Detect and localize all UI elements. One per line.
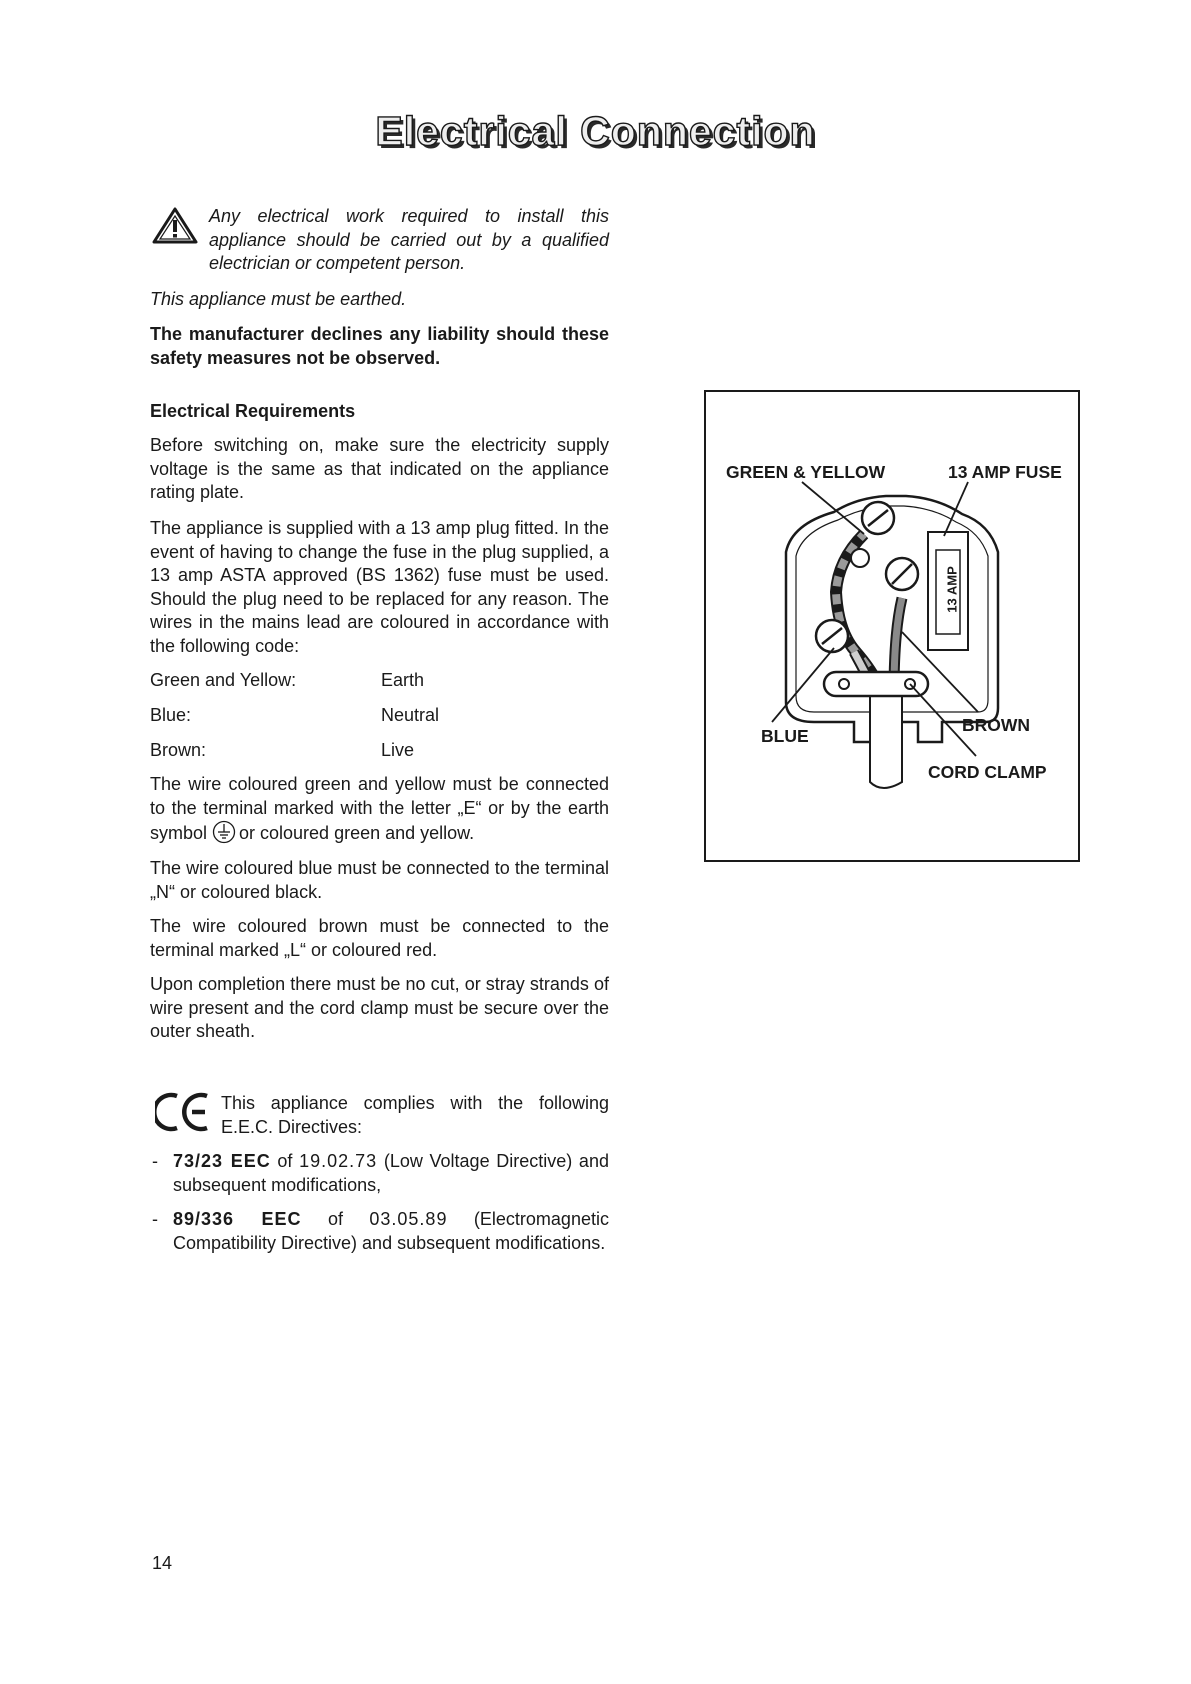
plug-wiring-diagram [704,390,1080,862]
list-dash: - [152,1209,158,1229]
wire-meaning: Earth [381,670,425,690]
label-brown: BROWN [962,715,1031,735]
directive-date: 03.05.89 [369,1209,448,1229]
requirements-para-1: Before switching on, make sure the electricity supply voltage is the same as that indicated on the appliance rating plate. [150,435,609,502]
earthed-note: This appliance must be earthed. [150,289,407,309]
directive-item [150,1208,609,1255]
label-cord-clamp: CORD CLAMP [928,762,1047,782]
wire-meaning: Live [381,740,415,760]
directive-code: 73/23 EEC [173,1151,271,1171]
warning-triangle-icon [152,207,198,245]
color-code-row [150,705,440,726]
requirements-para-5: The wire coloured brown must be connected to the terminal marked „L“ or coloured red. [150,916,609,960]
list-dash: - [152,1151,158,1171]
ce-mark-icon [155,1091,215,1133]
wire-color: Green and Yellow: [150,670,297,690]
requirements-para-2: The appliance is supplied with a 13 amp plug fitted. In the event of having to change the fuse in the plug supplied, a 13 amp ASTA approved (BS 1362) fuse must be used. Should the plug need to be replaced for any reason. The wires in the mains lead are coloured in accordance with the following code: [150,518,609,656]
compliance-intro: This appliance complies with the following E.E.C. Directives: [221,1093,609,1137]
directive-code: 89/336 EEC [173,1209,302,1229]
directive-of: of [327,1209,343,1229]
para3-end: or coloured green and yellow. [239,823,475,843]
liability-note: The manufacturer declines any liability should these safety measures not be observed. [150,324,609,368]
color-code-row [150,670,425,691]
wire-color: Blue: [150,705,192,725]
page-title: Electrical Connection [375,108,816,154]
label-green-yellow: GREEN & YELLOW [726,462,886,482]
page-number: 14 [152,1553,173,1573]
warning-text: Any electrical work required to install this appliance should be carried out by a qualified electrician or competent person. [209,206,609,273]
color-code-row [150,740,415,761]
section-heading: Electrical Requirements [150,401,356,421]
directive-desc: (Low Voltage Directive) and subsequent modifications, [173,1151,609,1195]
directive-desc: (Electromagnetic Compatibility Directive) and subsequent modifications. [173,1209,609,1253]
requirements-para-6: Upon completion there must be no cut, or stray strands of wire present and the cord clamp must be secure over the outer sheath. [150,974,609,1041]
para3-start: The wire coloured green and yellow must be connected to the terminal marked with the letter „E“ or by the earth symbol [150,774,609,843]
wire-color: Brown: [150,740,207,760]
label-blue: BLUE [761,726,809,746]
fuse-marking: 13 AMP [944,566,960,613]
directive-of: of [277,1151,293,1171]
label-13-amp-fuse: 13 AMP FUSE [948,462,1062,482]
requirements-para-3 [150,773,609,846]
earth-symbol-icon [212,820,236,844]
directive-date: 19.02.73 [299,1151,378,1171]
wire-meaning: Neutral [381,705,440,725]
directive-item [150,1150,609,1197]
requirements-para-4: The wire coloured blue must be connected to the terminal „N“ or coloured black. [150,858,609,902]
